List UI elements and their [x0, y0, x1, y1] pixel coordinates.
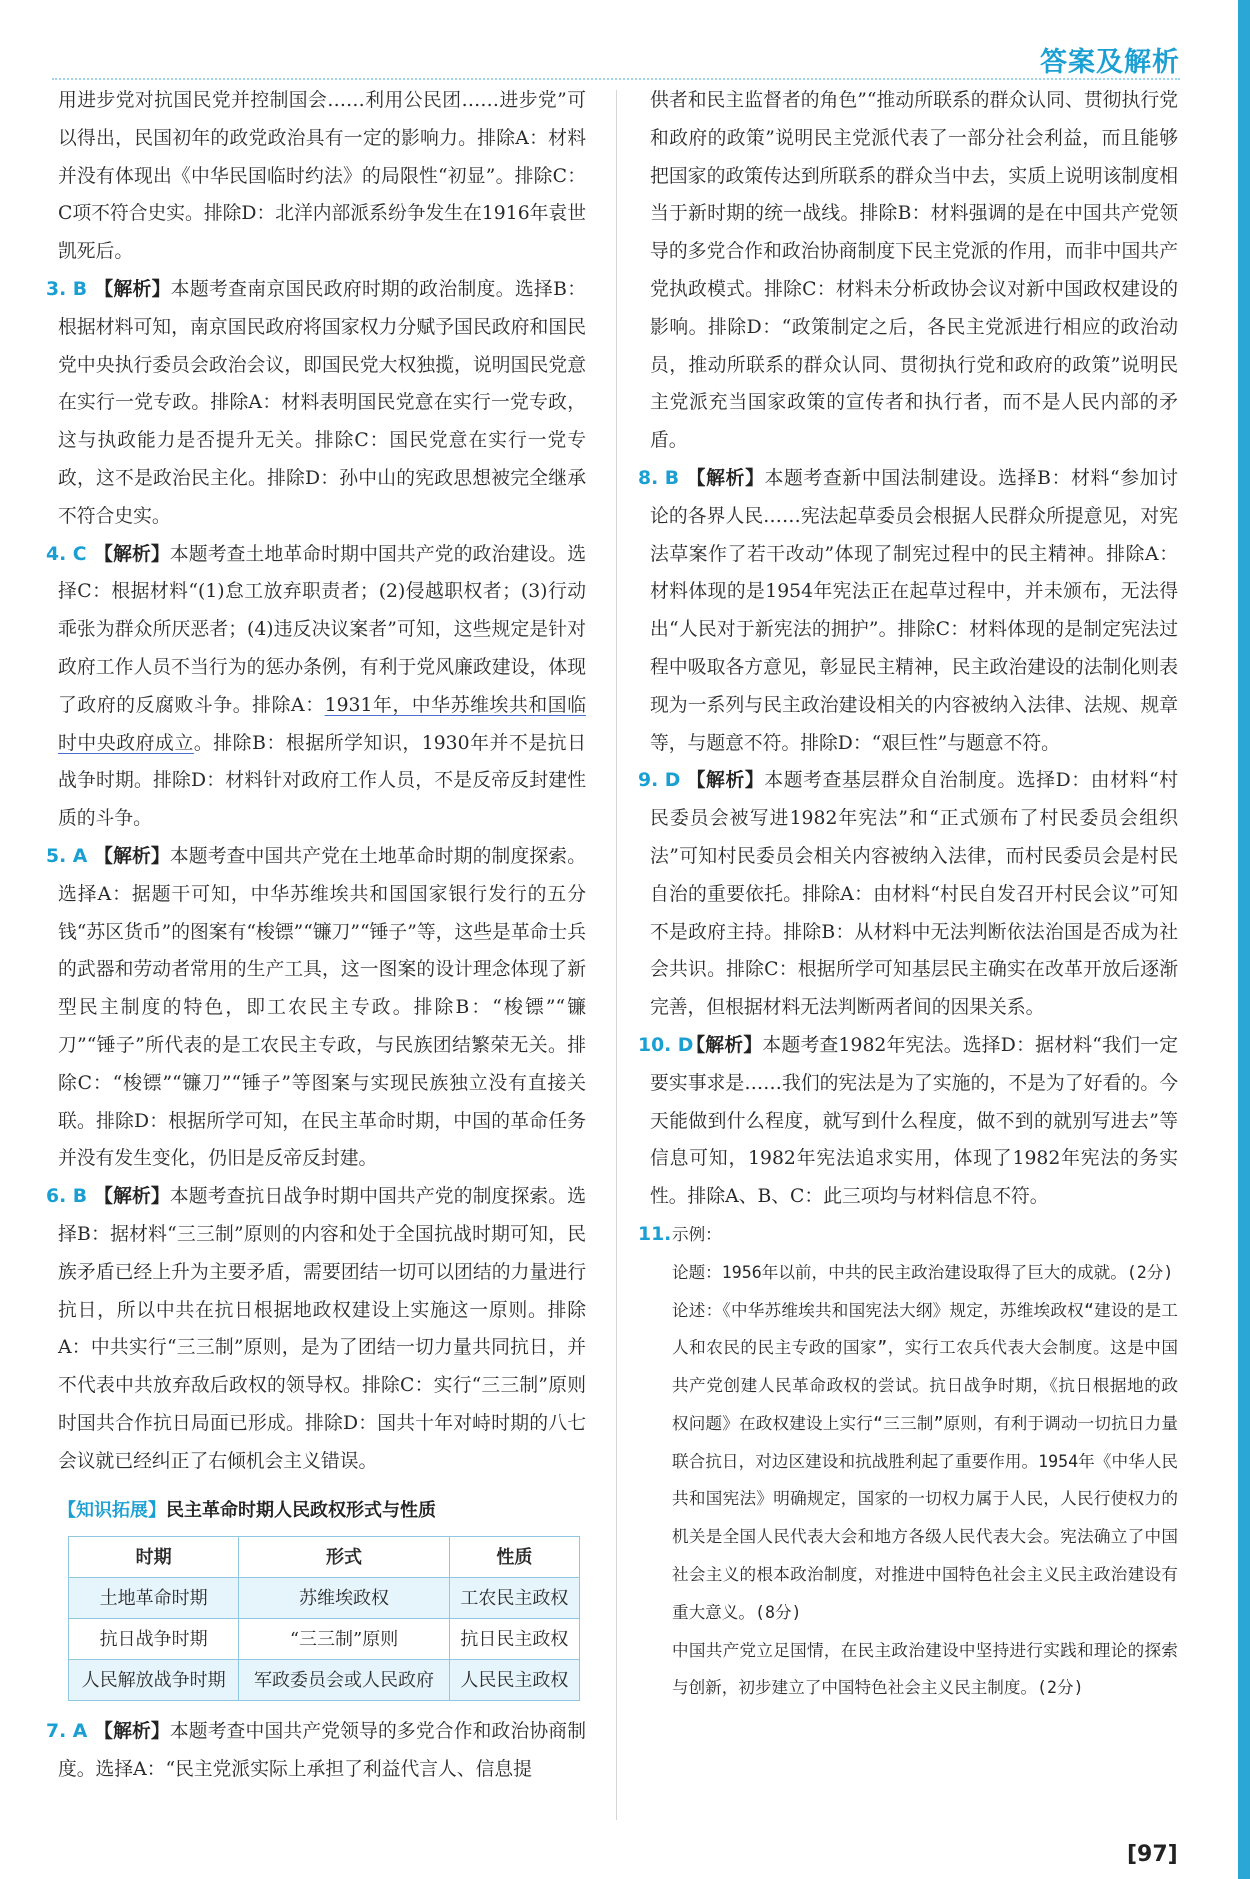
essay-answer — [650, 1216, 1178, 1707]
knowledge-extension-title — [58, 1494, 586, 1528]
table-header-cell: 性质 — [449, 1537, 579, 1578]
answer-number: 4. C — [46, 543, 87, 565]
table-row — [69, 1660, 580, 1701]
table-cell: 工农民主政权 — [449, 1578, 579, 1619]
column-divider — [616, 90, 617, 1820]
answer-4 — [46, 536, 587, 838]
underlined-text: 1931年，中华苏维埃共和国临时中央政府成立 — [58, 694, 587, 754]
analysis-tag: 【解析】 — [94, 277, 171, 300]
knowledge-tag: 【知识拓展】 — [58, 1500, 166, 1522]
essay-thesis: 论题：1956年以前，中共的民主政治建设取得了巨大的成就。(2分) — [672, 1262, 1174, 1282]
answer-number: 8. B — [638, 467, 680, 489]
answer-number: 6. B — [46, 1186, 88, 1208]
answer-number: 11. — [638, 1223, 672, 1245]
answer-text: 本题考查中国共产党在土地革命时期的制度探索。选择A：据题干可知，中华苏维埃共和国国家银行发行的五分钱“苏区货币”的图案有“梭镖”“镰刀”“锤子”等，这些是革命士兵的武器和劳动者常用的生产工具，这一图案的设计理念体现了新型民主制度的特色，即工农民主专政。排除B：“梭镖”“镰刀”“锤子”所代表的是工农民主专政，与民族团结繁荣无关。排除C：“梭镖”“镰刀”“锤子”等图案与实现民族独立没有直接关联。排除D：根据所学可知，在民主革命时期，中国的革命任务并没有发生变化，仍旧是反帝反封建。 — [58, 845, 587, 1170]
right-column — [638, 82, 1179, 1707]
analysis-tag: 【解析】 — [94, 844, 170, 867]
answer-text: 本题考查1982年宪法。选择D：据材料“我们一定要实事求是……我们的宪法是为了实施的，不是为了好看的。今天能做到什么程度，就写到什么程度，做不到的就别写进去”等信息可知，1982年宪法追求实用，体现了1982年宪法的务实性。排除A、B、C：此三项均与材料信息不符。 — [650, 1034, 1178, 1208]
analysis-tag: 【解析】 — [94, 1185, 170, 1208]
table-cell: 抗日战争时期 — [69, 1619, 239, 1660]
answer-text: 本题考查基层群众自治制度。选择D：由材料“村民委员会被写进1982年宪法”和“正式颁布了村民委员会组织法”可知村民委员会相关内容被纳入法律，而村民委员会是村民自治的重要依托。排除A：由材料“村民自发召开村民会议”可知不是政府主持。排除B：从材料中无法判断依法治国是否成为社会共识。排除C：根据所学可知基层民主确实在改革开放后逐渐完善，但根据材料无法判断两者间的因果关系。 — [650, 770, 1179, 1019]
table-cell: 军政委员会或人民政府 — [239, 1660, 449, 1701]
essay-label: 示例： — [672, 1224, 722, 1244]
essay-argument: 论述：《中华苏维埃共和国宪法大纲》规定，苏维埃政权“建设的是工人和农民的民主专政的国家”，实行工农兵代表大会制度。这是中国共产党创建人民革命政权的尝试。抗日战争时期，《抗日根据地的政权问题》在政权建设上实行“三三制”原则，有利于调动一切抗日力量联合抗日，对边区建设和抗战胜利起了重要作用。1954年《中华人民共和国宪法》明确规定，国家的一切权力属于人民，人民行使权力的机关是全国人民代表大会和地方各级人民代表大会。宪法确立了中国社会主义的根本政治制度，对推进中国特色社会主义民主政治建设有重大意义。(8分) — [672, 1300, 1178, 1622]
essay-conclusion: 中国共产党立足国情，在民主政治建设中坚持进行实践和理论的探索与创新，初步建立了中国特色社会主义民主制度。(2分) — [672, 1640, 1178, 1698]
page-header-title: 答案及解析 — [1040, 47, 1180, 78]
answer-10 — [638, 1027, 1178, 1216]
answer-number: 9. D — [638, 770, 681, 792]
answer-6 — [46, 1178, 587, 1480]
left-column — [46, 82, 587, 1789]
answer-3 — [46, 271, 586, 536]
answer-number: 3. B — [46, 278, 88, 300]
answer-text: 本题考查中国共产党领导的多党合作和政治协商制度。选择A：“民主党派实际上承担了利益代言人、信息提 — [58, 1721, 587, 1781]
table-row — [69, 1619, 580, 1660]
analysis-tag: 【解析】 — [686, 466, 765, 489]
answer-number: 7. A — [46, 1721, 88, 1743]
answer-text: 。排除B：根据所学知识，1930年并不是抗日战争时期。排除D：材料针对政府工作人员，不是反帝反封建性质的斗争。 — [58, 732, 586, 830]
table-cell: 人民解放战争时期 — [69, 1660, 239, 1701]
table-cell: “三三制”原则 — [239, 1619, 449, 1660]
answer-text: 本题考查南京国民政府时期的政治制度。选择B：根据材料可知，南京国民政府将国家权力分赋予国民政府和国民党中央执行委员会政治会议，即国民党大权独揽，说明国民党意在实行一党专政。排除A：材料表明国民党意在实行一党专政，这与执政能力是否提升无关。排除C：国民党意在实行一党专政，这不是政治民主化。排除D：孙中山的宪政思想被完全继承不符合史实。 — [58, 278, 586, 527]
knowledge-table — [68, 1536, 580, 1701]
answer-number: 5. A — [46, 845, 88, 867]
table-header-cell: 形式 — [239, 1537, 449, 1578]
answer-7 — [46, 1713, 587, 1789]
table-cell: 土地革命时期 — [69, 1578, 239, 1619]
analysis-tag: 【解析】 — [686, 1033, 763, 1056]
answer-9 — [638, 762, 1179, 1027]
answer-text: 本题考查抗日战争时期中国共产党的制度探索。选择B：据材料“三三制”原则的内容和处于全国抗战时期可知，民族矛盾已经上升为主要矛盾，需要团结一切可以团结的力量进行抗日，所以中共在抗日根据地政权建设上实施这一原则。排除A：中共实行“三三制”原则，是为了团结一切力量共同抗日，并不代表中共放弃敌后政权的领导权。排除C：实行“三三制”原则时国共合作抗日局面已形成。排除D：国共十年对峙时期的八七会议就已经纠正了右倾机会主义错误。 — [58, 1186, 587, 1472]
answer-8 — [638, 460, 1179, 762]
table-row — [69, 1578, 580, 1619]
answer-number: 10. D — [638, 1034, 694, 1056]
analysis-tag: 【解析】 — [94, 542, 170, 565]
answer-text: 本题考查新中国法制建设。选择B：材料“参加讨论的各界人民……宪法起草委员会根据人民群众所提意见，对宪法草案作了若干改动”体现了制宪过程中的民主精神。排除A：材料体现的是1954年宪法正在起草过程中，并未颁布，无法得出“人民对于新宪法的拥护”。排除C：材料体现的是制定宪法过程中吸取各方意见，彰显民主精神，民主政治建设的法制化则表现为一系列与民主政治建设相关的内容被纳入法律、法规、规章等，与题意不符。排除D：“艰巨性”与题意不符。 — [650, 467, 1179, 754]
page-number: [97] — [1127, 1842, 1178, 1867]
table-header-cell: 时期 — [69, 1537, 239, 1578]
answer-11 — [638, 1216, 1178, 1707]
header-divider — [52, 78, 1180, 80]
table-cell: 苏维埃政权 — [239, 1578, 449, 1619]
analysis-tag: 【解析】 — [94, 1720, 170, 1743]
analysis-tag: 【解析】 — [686, 769, 765, 792]
q7-continuation: 供者和民主监督者的角色”“推动所联系的群众认同、贯彻执行党和政府的政策”说明民主党派代表了一部分社会利益，而且能够把国家的政策传达到所联系的群众当中去，实质上说明该制度相当于新时期的统一战线。排除B：材料强调的是在中国共产党领导的多党合作和政治协商制度下民主党派的作用，而非中国共产党执政模式。排除C：材料未分析政协会议对新中国政权建设的影响。排除D：“政策制定之后，各民主党派进行相应的政治动员，推动所联系的群众认同、贯彻执行党和政府的政策”说明民主党派充当国家政策的宣传者和执行者，而不是人民内部的矛盾。 — [650, 90, 1178, 452]
q2-continuation: 用进步党对抗国民党并控制国会……利用公民团……进步党”可以得出，民国初年的政党政治具有一定的影响力。排除A：材料并没有体现出《中华民国临时约法》的局限性“初显”。排除C：C项不符合史实。排除D：北洋内部派系纷争发生在1916年袁世凯死后。 — [58, 90, 586, 263]
answer-5 — [46, 838, 587, 1178]
table-cell: 人民民主政权 — [449, 1660, 579, 1701]
table-header-row — [69, 1537, 580, 1578]
edge-color-strip — [1238, 0, 1250, 1879]
answer-text: 本题考查土地革命时期中国共产党的政治建设。选择C：根据材料“(1)怠工放弃职责者；(2)侵越职权者；(3)行动乖张为群众所厌恶者；(4)违反决议案者”可知，这些规定是针对政府工作人员不当行为的惩办条例，有利于党风廉政建设，体现了政府的反腐败斗争。排除A： — [58, 543, 587, 716]
table-cell: 抗日民主政权 — [449, 1619, 579, 1660]
knowledge-title-text: 民主革命时期人民政权形式与性质 — [166, 1500, 436, 1522]
